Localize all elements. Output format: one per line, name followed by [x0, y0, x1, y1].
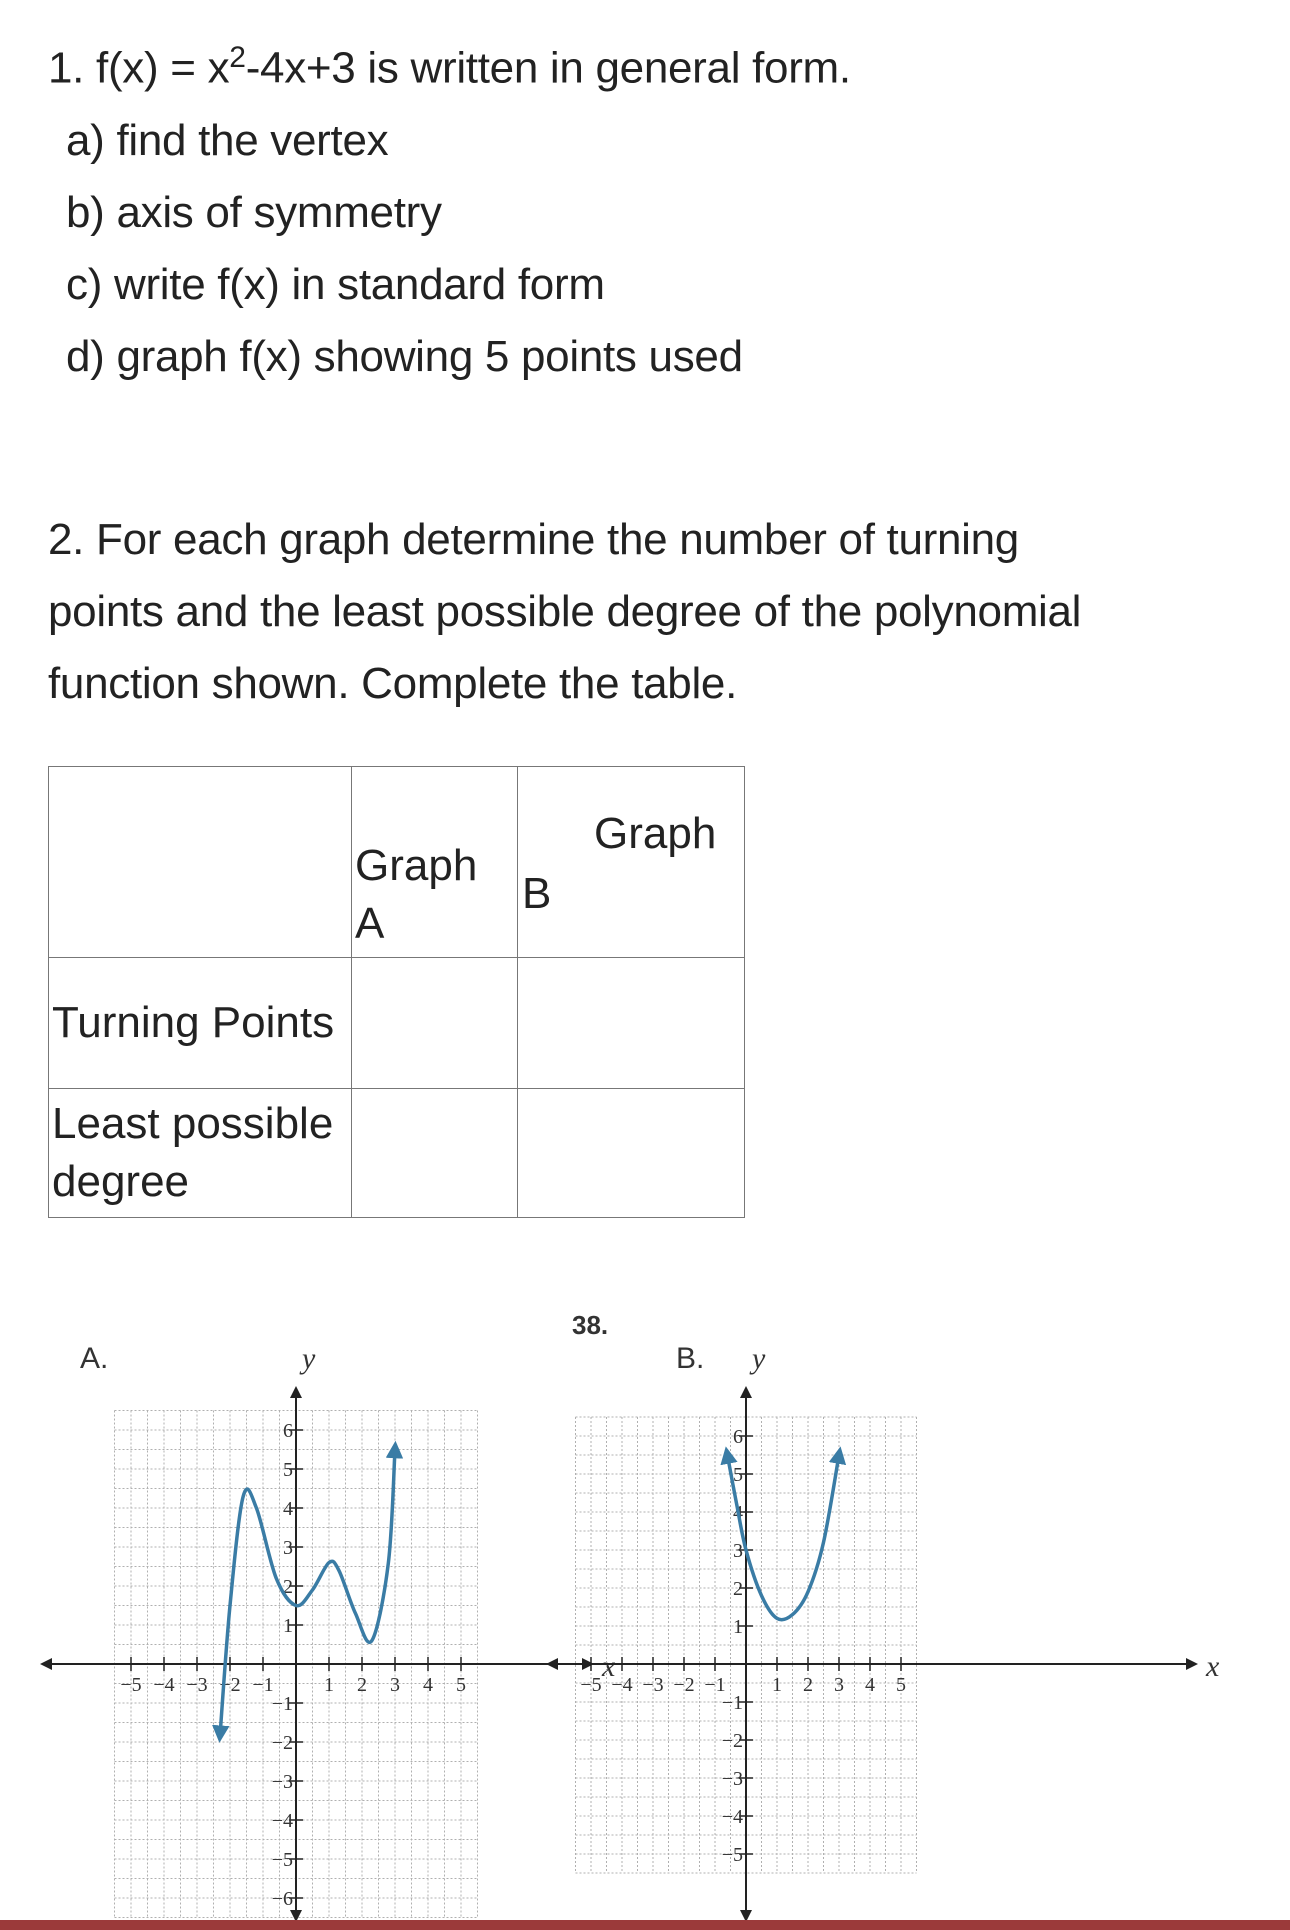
graph-a-y-tick-label: −6 — [271, 1888, 293, 1910]
answer-table — [48, 766, 745, 1218]
graph-b-series-curve — [727, 1455, 839, 1620]
graph-a-y-tick-label: 1 — [283, 1615, 293, 1637]
question-1-stem: 1. $f(x) = x^2-4x+3$ is written in general form. — [48, 41, 851, 93]
header-graph-b — [518, 767, 745, 958]
graph-b-y-tick-label: 4 — [733, 1502, 743, 1524]
graph-a-x-tick-label: −3 — [186, 1674, 208, 1696]
graph-b-y-tick-label: −3 — [721, 1768, 743, 1790]
graph-b-x-tick-label: −1 — [704, 1674, 726, 1696]
graph-a-y-tick-label: −4 — [271, 1810, 293, 1832]
question-1-part-d: d) graph f(x) showing 5 points used — [66, 331, 743, 381]
cutoff-text: 38. — [572, 1310, 609, 1340]
cell-least-degree-a[interactable] — [352, 1089, 518, 1218]
graph-a-x-axis-label: x — [602, 1650, 616, 1683]
header-graph-a: Graph A — [352, 767, 518, 958]
cell-least-degree-b[interactable] — [518, 1089, 745, 1218]
graph-b-x-axis-label: x — [1206, 1650, 1220, 1683]
graph-b-x-tick-label: 1 — [772, 1674, 782, 1696]
graph-a-y-tick-label: −3 — [271, 1771, 293, 1793]
graph-a-y-tick-label: 6 — [283, 1420, 293, 1442]
question-1 — [48, 22, 851, 393]
graph-a-y-tick-label: −2 — [271, 1732, 293, 1754]
graph-b-x-tick-label: 2 — [803, 1674, 813, 1696]
graph-a-plot — [40, 1310, 633, 1920]
graph-a-y-tick-label: 2 — [283, 1576, 293, 1598]
graph-a-y-tick-label: 5 — [283, 1459, 293, 1481]
graph-b-x-tick-label: −4 — [611, 1674, 633, 1696]
graph-a-x-tick-label: −4 — [153, 1674, 175, 1696]
graph-a-panel-label: A. — [80, 1342, 109, 1375]
row-label-turning-points: Turning Points — [49, 958, 352, 1089]
question-1-part-c: c) write f(x) in standard form — [66, 259, 605, 309]
graph-a-x-tick-label: −1 — [252, 1674, 274, 1696]
question-2 — [48, 504, 1248, 720]
cell-turning-points-a[interactable] — [352, 958, 518, 1089]
graph-b-panel-label: B. — [676, 1342, 705, 1375]
graph-b-x-tick-label: −2 — [673, 1674, 695, 1696]
graph-a-x-tick-label: −5 — [120, 1674, 142, 1696]
row-label-least-degree: Least possible degree — [49, 1089, 352, 1218]
graph-b-x-tick-label: −3 — [642, 1674, 664, 1696]
graph-a-x-tick-label: 4 — [423, 1674, 433, 1696]
graph-a-x-tick-label: 5 — [456, 1674, 466, 1696]
graph-b-y-tick-label: 3 — [733, 1540, 743, 1562]
table-corner — [49, 767, 352, 958]
graph-a-y-tick-label: 3 — [283, 1537, 293, 1559]
graph-b-y-tick-label: −1 — [721, 1692, 743, 1714]
graph-b-x-tick-label: 3 — [834, 1674, 844, 1696]
graph-a-x-tick-label: −2 — [219, 1674, 241, 1696]
graph-a-y-tick-label: −5 — [271, 1849, 293, 1871]
graph-b-y-tick-label: 5 — [733, 1464, 743, 1486]
graph-a-y-axis-label: y — [302, 1342, 316, 1375]
question-2-line-3: function shown. Complete the table. — [48, 659, 738, 708]
graph-b-y-tick-label: 2 — [733, 1578, 743, 1600]
graph-a-x-tick-label: 1 — [324, 1674, 334, 1696]
graph-a-y-tick-label: 4 — [283, 1498, 293, 1520]
header-graph-b-letter: B — [522, 869, 552, 918]
graph-b-x-tick-label: −5 — [580, 1674, 602, 1696]
graph-b-y-tick-label: −2 — [721, 1730, 743, 1752]
graph-b-x-tick-label: 5 — [896, 1674, 906, 1696]
graph-b-y-axis-label: y — [752, 1342, 766, 1375]
header-graph-b-word: Graph — [594, 809, 717, 858]
graph-b-x-tick-label: 4 — [865, 1674, 875, 1696]
graph-b-y-tick-label: 1 — [733, 1616, 743, 1638]
graph-b-y-tick-label: 6 — [733, 1426, 743, 1448]
graph-a-y-tick-label: −1 — [271, 1693, 293, 1715]
question-1-part-b: b) axis of symmetry — [66, 187, 442, 237]
graph-b-y-tick-label: −4 — [721, 1806, 743, 1828]
graph-a-x-tick-label: 2 — [357, 1674, 367, 1696]
graph-a-x-tick-label: 3 — [390, 1674, 400, 1696]
question-2-line-2: points and the least possible degree of the polynomial — [48, 587, 1082, 636]
cell-turning-points-b[interactable] — [518, 958, 745, 1089]
footer-bar — [0, 1920, 1290, 1930]
graph-b-y-tick-label: −5 — [721, 1844, 743, 1866]
question-1-part-a: a) find the vertex — [66, 115, 389, 165]
graph-a — [40, 1310, 633, 1920]
question-2-line-1: 2. For each graph determine the number of turning — [48, 515, 1019, 564]
